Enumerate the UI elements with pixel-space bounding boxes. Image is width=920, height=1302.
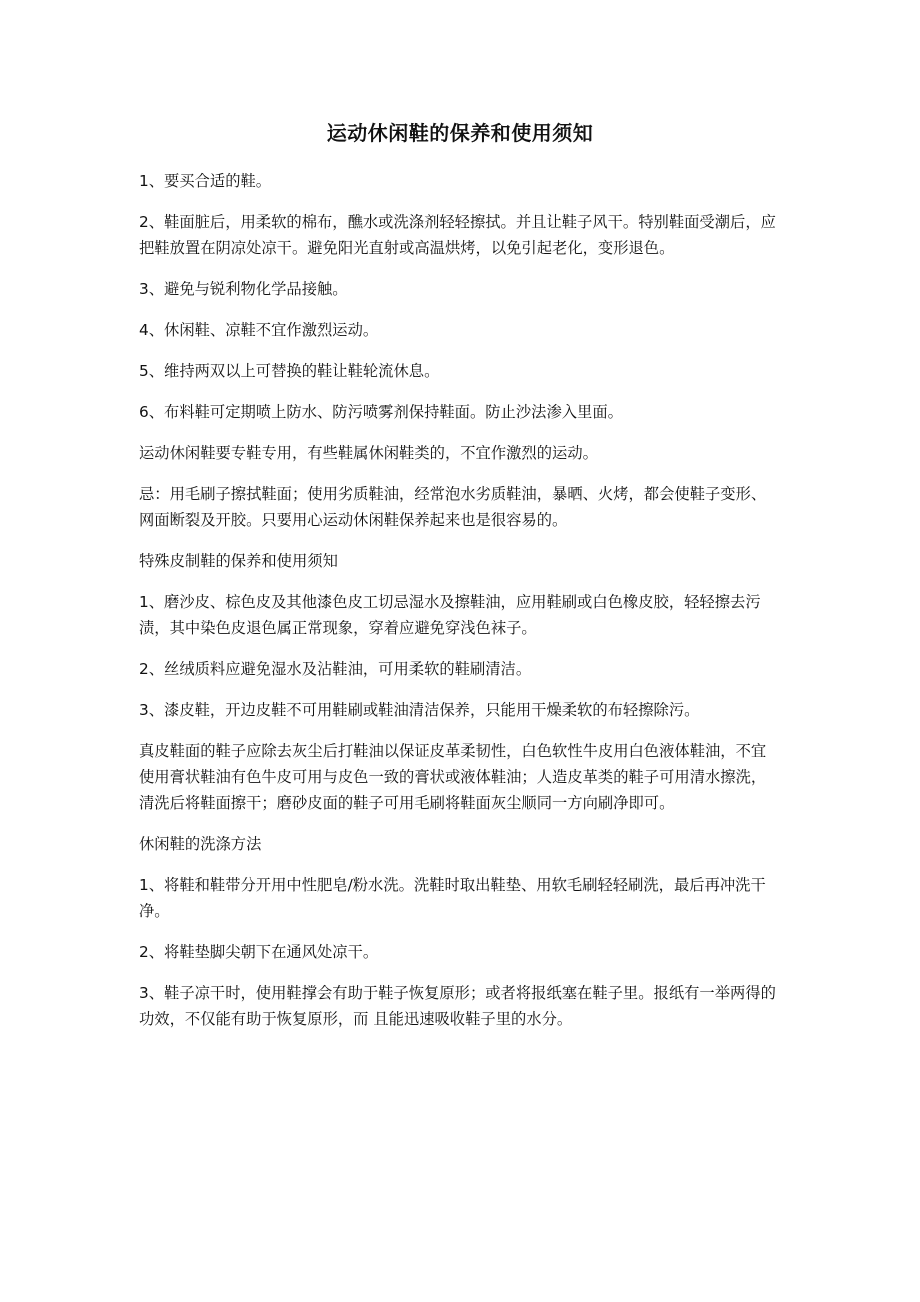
paragraph: 1、将鞋和鞋带分开用中性肥皂/粉水洗。洗鞋时取出鞋垫、用软毛刷轻轻刷洗，最后再冲洗干净。 [139, 876, 766, 920]
paragraph: 真皮鞋面的鞋子应除去灰尘后打鞋油以保证皮革柔韧性，白色软性牛皮用白色液体鞋油，不宜使用膏状鞋油有色牛皮可用与皮色一致的膏状或液体鞋油；人造皮革类的鞋子可用清水擦洗，清洗后将鞋面擦干；磨砂皮面的鞋子可用毛刷将鞋面灰尘顺同一方向刷净即可。 [139, 742, 767, 812]
document-body [139, 118, 781, 1047]
paragraph: 3、漆皮鞋，开边皮鞋不可用鞋刷或鞋油清洁保养，只能用干燥柔软的布轻擦除污。 [139, 701, 700, 719]
paragraph: 5、维持两双以上可替换的鞋让鞋轮流休息。 [139, 362, 440, 380]
paragraph: 2、丝绒质料应避免湿水及沾鞋油，可用柔软的鞋刷清洁。 [139, 660, 532, 678]
paragraph: 3、避免与锐利物化学品接触。 [139, 280, 348, 298]
paragraph: 1、要买合适的鞋。 [139, 172, 272, 190]
paragraph: 2、鞋面脏后，用柔软的棉布，醮水或洗涤剂轻轻擦拭。并且让鞋子风干。特别鞋面受潮后，应把鞋放置在阴凉处凉干。避免阳光直射或高温烘烤，以免引起老化，变形退色。 [139, 213, 776, 257]
paragraph: 运动休闲鞋要专鞋专用，有些鞋属休闲鞋类的，不宜作激烈的运动。 [139, 444, 598, 462]
paragraph: 忌：用毛刷子擦拭鞋面；使用劣质鞋油，经常泡水劣质鞋油，暴晒、火烤，都会使鞋子变形、网面断裂及开胶。只要用心运动休闲鞋保养起来也是很容易的。 [139, 485, 767, 529]
document-title: 运动休闲鞋的保养和使用须知 [326, 121, 594, 145]
section-heading: 休闲鞋的洗涤方法 [139, 835, 262, 853]
paragraph: 3、鞋子凉干时，使用鞋撑会有助于鞋子恢复原形；或者将报纸塞在鞋子里。报纸有一举两得的功效，不仅能有助于恢复原形，而 且能迅速吸收鞋子里的水分。 [139, 984, 776, 1028]
paragraph: 6、布料鞋可定期喷上防水、防污喷雾剂保持鞋面。防止沙法渗入里面。 [139, 403, 623, 421]
section-heading: 特殊皮制鞋的保养和使用须知 [139, 552, 338, 570]
paragraph: 2、将鞋垫脚尖朝下在通风处凉干。 [139, 943, 379, 961]
paragraph: 1、磨沙皮、棕色皮及其他漆色皮工切忌湿水及擦鞋油，应用鞋刷或白色橡皮胶，轻轻擦去污渍，其中染色皮退色属正常现象，穿着应避免穿浅色袜子。 [139, 593, 761, 637]
paragraph: 4、休闲鞋、凉鞋不宜作激烈运动。 [139, 321, 379, 339]
